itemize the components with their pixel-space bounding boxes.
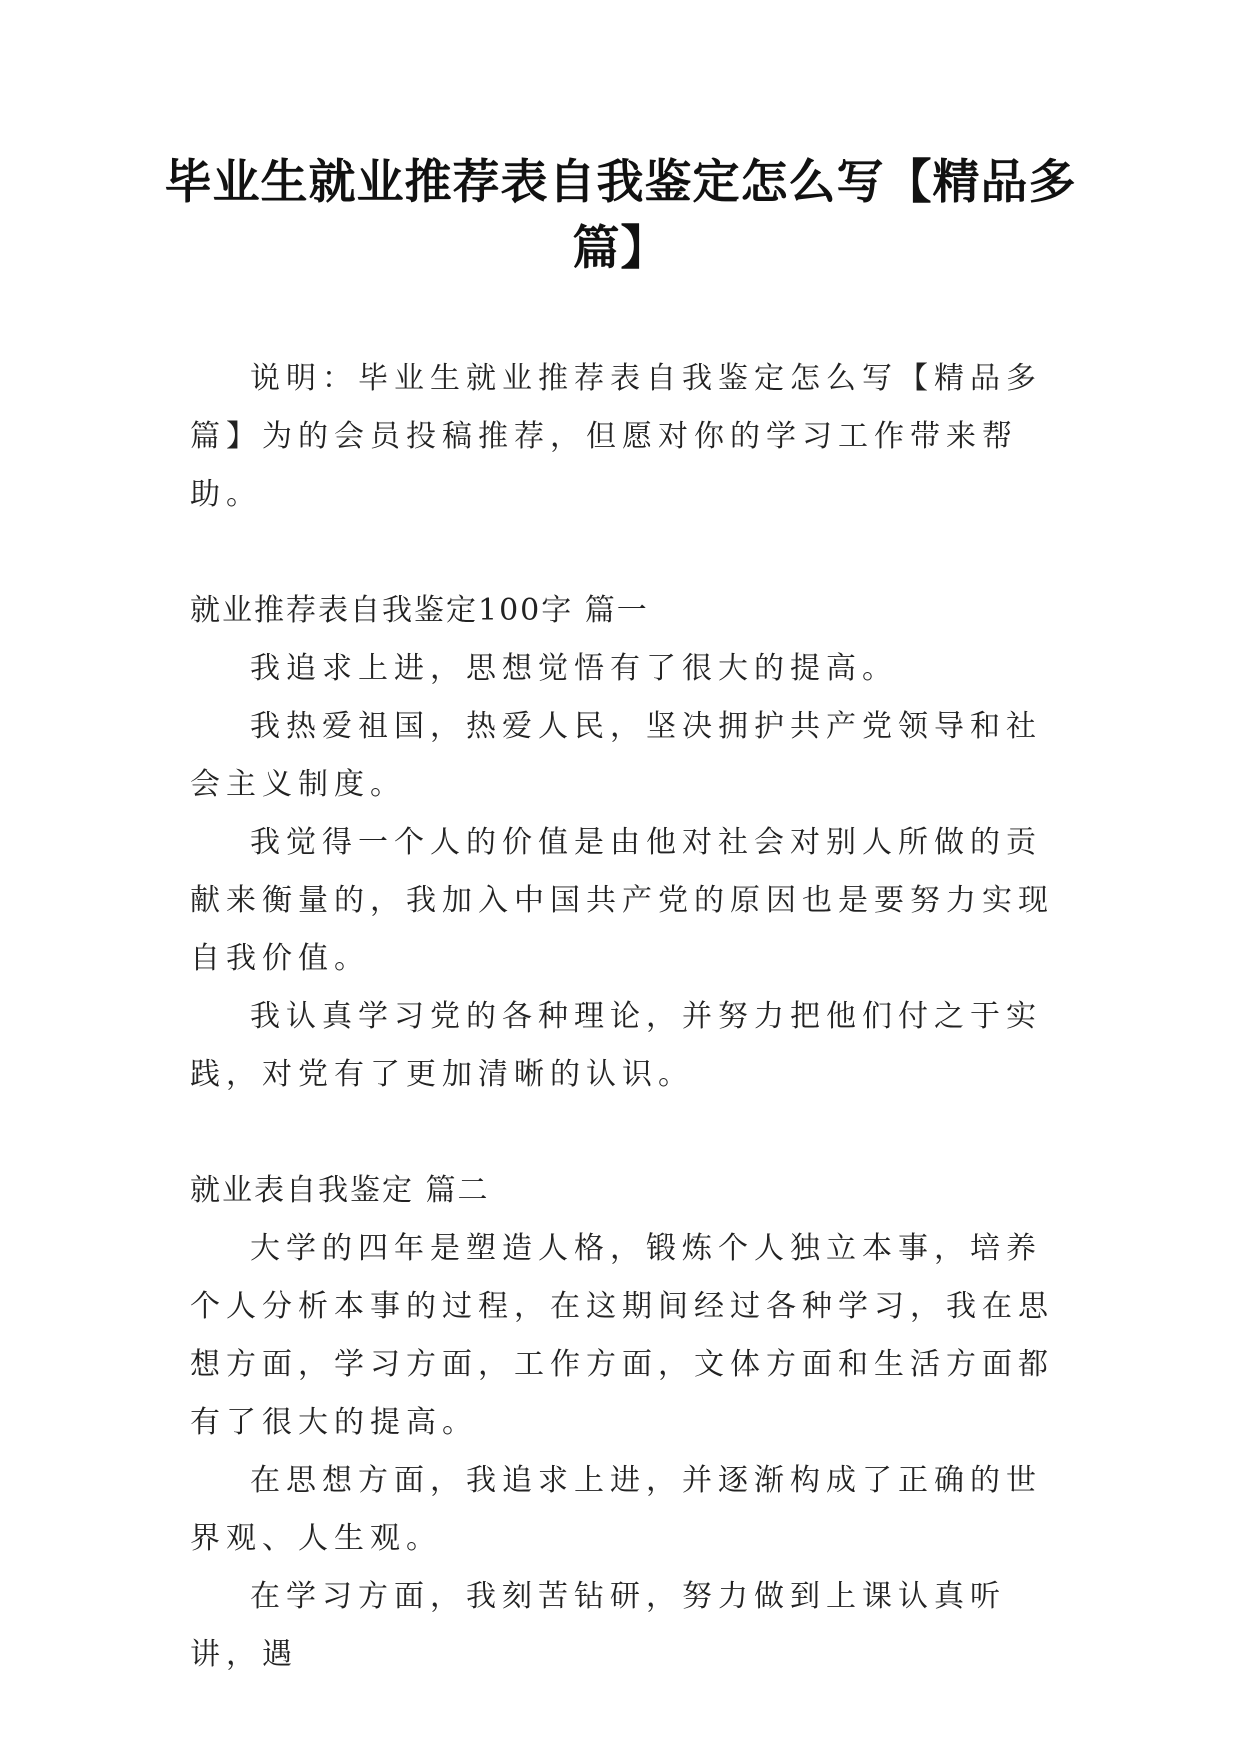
paragraph: 我热爱祖国，热爱人民，坚决拥护共产党领导和社会主义制度。 bbox=[190, 709, 1042, 802]
document-body bbox=[190, 350, 1070, 1684]
section-heading-1: 就业推荐表自我鉴定100字 篇一 bbox=[190, 593, 649, 628]
paragraph: 我追求上进，思想觉悟有了很大的提高。 bbox=[250, 651, 898, 686]
paragraph: 我认真学习党的各种理论，并努力把他们付之于实践，对党有了更加清晰的认识。 bbox=[190, 999, 1042, 1092]
paragraph: 在学习方面，我刻苦钻研，努力做到上课认真听讲，遇 bbox=[190, 1579, 1006, 1672]
paragraph: 在思想方面，我追求上进，并逐渐构成了正确的世界观、人生观。 bbox=[190, 1463, 1042, 1556]
spacer bbox=[190, 1104, 1070, 1162]
paragraph: 大学的四年是塑造人格，锻炼个人独立本事，培养个人分析本事的过程，在这期间经过各种学习，我在思想方面，学习方面，工作方面，文体方面和生活方面都有了很大的提高。 bbox=[190, 1231, 1054, 1440]
spacer bbox=[190, 524, 1070, 582]
section-heading-2: 就业表自我鉴定 篇二 bbox=[190, 1173, 490, 1208]
paragraph: 我觉得一个人的价值是由他对社会对别人所做的贡献来衡量的，我加入中国共产党的原因也是要努力实现自我价值。 bbox=[190, 825, 1054, 976]
document-title: 毕业生就业推荐表自我鉴定怎么写【精品多篇】 bbox=[164, 155, 1077, 276]
intro-paragraph: 说明：毕业生就业推荐表自我鉴定怎么写【精品多篇】为的会员投稿推荐，但愿对你的学习工作带来帮助。 bbox=[190, 361, 1042, 512]
